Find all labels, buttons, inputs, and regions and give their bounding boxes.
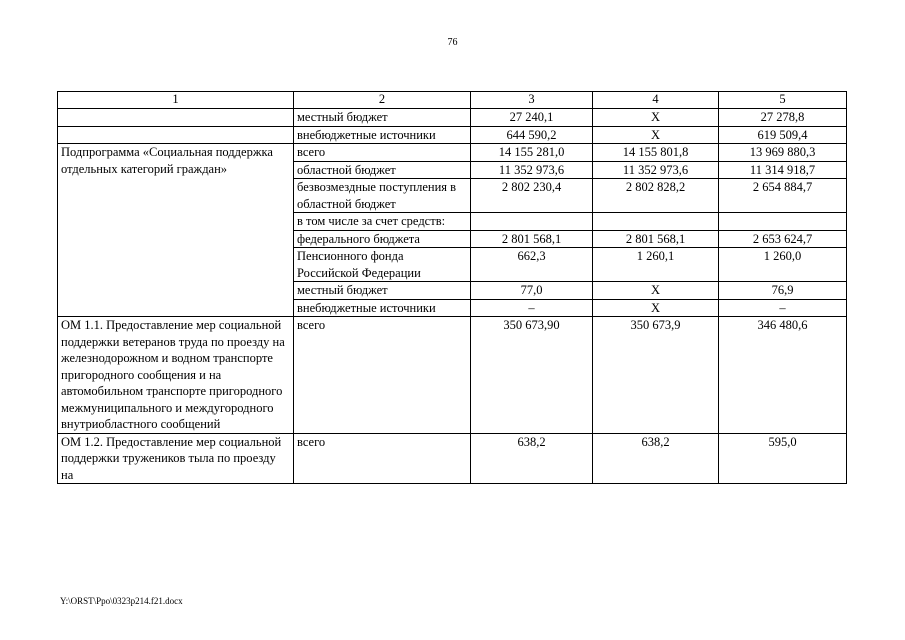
value-cell: 595,0 [719, 433, 847, 484]
value-cell: X [593, 126, 719, 144]
value-cell: 350 673,90 [471, 317, 593, 434]
value-cell: 2 653 624,7 [719, 230, 847, 248]
value-cell: X [593, 282, 719, 300]
value-cell: 2 654 884,7 [719, 179, 847, 213]
column-header: 2 [294, 92, 471, 109]
program-cell [58, 109, 294, 127]
source-cell: всего [294, 433, 471, 484]
value-cell: 76,9 [719, 282, 847, 300]
source-cell: федерального бюджета [294, 230, 471, 248]
source-cell: внебюджетные источники [294, 126, 471, 144]
program-cell: ОМ 1.2. Предоставление мер социальной поддержки тружеников тыла по проезду на [58, 433, 294, 484]
table-row [58, 144, 847, 162]
source-cell: безвозмездные поступления в областной бюджет [294, 179, 471, 213]
value-cell: 11 352 973,6 [593, 161, 719, 179]
source-cell: в том числе за счет средств: [294, 213, 471, 231]
value-cell [593, 213, 719, 231]
value-cell: 346 480,6 [719, 317, 847, 434]
column-header: 1 [58, 92, 294, 109]
program-cell [58, 126, 294, 144]
table-row [58, 433, 847, 484]
value-cell: 13 969 880,3 [719, 144, 847, 162]
value-cell: 27 240,1 [471, 109, 593, 127]
value-cell: 77,0 [471, 282, 593, 300]
value-cell: – [471, 299, 593, 317]
value-cell: X [593, 109, 719, 127]
value-cell: 662,3 [471, 248, 593, 282]
value-cell: 619 509,4 [719, 126, 847, 144]
value-cell: 11 352 973,6 [471, 161, 593, 179]
value-cell [719, 213, 847, 231]
value-cell: 638,2 [593, 433, 719, 484]
value-cell: 2 801 568,1 [593, 230, 719, 248]
table-row [58, 126, 847, 144]
value-cell: 14 155 281,0 [471, 144, 593, 162]
column-header: 3 [471, 92, 593, 109]
budget-table [57, 91, 847, 484]
table-row [58, 317, 847, 434]
value-cell: 27 278,8 [719, 109, 847, 127]
value-cell: 638,2 [471, 433, 593, 484]
value-cell: – [719, 299, 847, 317]
table-row [58, 109, 847, 127]
source-cell: внебюджетные источники [294, 299, 471, 317]
value-cell: 1 260,0 [719, 248, 847, 282]
file-path-footer: Y:\ORST\Ppo\0323p214.f21.docx [60, 596, 183, 606]
source-cell: всего [294, 144, 471, 162]
source-cell: местный бюджет [294, 109, 471, 127]
value-cell: X [593, 299, 719, 317]
source-cell: Пенсионного фонда Российской Федерации [294, 248, 471, 282]
value-cell: 1 260,1 [593, 248, 719, 282]
source-cell: местный бюджет [294, 282, 471, 300]
value-cell: 14 155 801,8 [593, 144, 719, 162]
value-cell: 2 802 230,4 [471, 179, 593, 213]
page-number: 76 [447, 37, 458, 48]
value-cell: 11 314 918,7 [719, 161, 847, 179]
value-cell: 644 590,2 [471, 126, 593, 144]
source-cell: областной бюджет [294, 161, 471, 179]
column-header: 4 [593, 92, 719, 109]
program-cell: Подпрограмма «Социальная поддержка отдельных категорий граждан» [58, 144, 294, 317]
source-cell: всего [294, 317, 471, 434]
value-cell: 350 673,9 [593, 317, 719, 434]
table-header-row [58, 92, 847, 109]
value-cell: 2 801 568,1 [471, 230, 593, 248]
value-cell [471, 213, 593, 231]
column-header: 5 [719, 92, 847, 109]
program-cell: ОМ 1.1. Предоставление мер социальной поддержки ветеранов труда по проезду на железнодорожном и водном транспорте пригородного сообщения и на автомобильном транспорте пригородного межмуниципального и междугородного внутриобластного сообщений [58, 317, 294, 434]
value-cell: 2 802 828,2 [593, 179, 719, 213]
